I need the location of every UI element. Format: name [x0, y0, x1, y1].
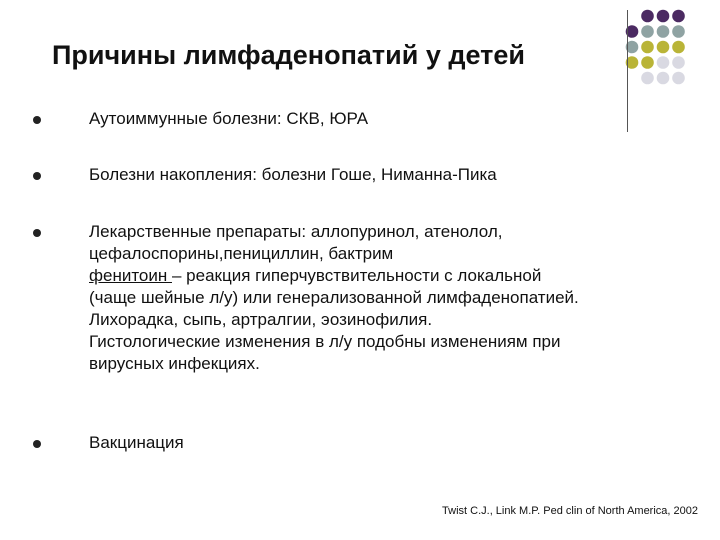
drugs-line-3-rest: – реакция гиперчувствительности с локальной	[171, 266, 542, 285]
phenytoin-term: фенитоин	[89, 266, 172, 285]
drugs-line-1: Лекарственные препараты: аллопуринол, атенолол,	[89, 222, 503, 241]
bullet-icon	[33, 440, 41, 448]
list-item-text: Болезни накопления: болезни Гоше, Ниманна-Пика	[89, 165, 497, 184]
decor-dot	[657, 56, 670, 69]
drugs-line-2: цефалоспорины,пенициллин, бактрим	[89, 244, 394, 263]
list-item-text: Вакцинация	[89, 433, 184, 452]
decor-dot	[672, 10, 685, 23]
decor-dot	[672, 56, 685, 69]
list-item-autoimmune	[89, 108, 689, 130]
decor-dot	[641, 41, 654, 54]
decor-dot	[641, 25, 654, 38]
slide-title: Причины лимфаденопатий у детей	[52, 40, 526, 70]
decor-dot	[672, 25, 685, 38]
decor-dot	[657, 25, 670, 38]
decor-dot	[672, 41, 685, 54]
decor-dot	[657, 41, 670, 54]
bullet-icon	[33, 116, 41, 124]
drugs-line-3	[89, 265, 689, 287]
decor-dot	[657, 10, 670, 23]
drugs-line-6: Гистологические изменения в л/у подобны изменениям при	[89, 332, 561, 351]
bullet-icon	[33, 229, 41, 237]
decor-dot	[641, 56, 654, 69]
list-item-vaccination	[89, 432, 689, 454]
drugs-line-7: вирусных инфекциях.	[89, 354, 260, 373]
drugs-line-5: Лихорадка, сыпь, артралгии, эозинофилия.	[89, 310, 433, 329]
drugs-line-4: (чаще шейные л/у) или генерализованной лимфаденопатией.	[89, 288, 579, 307]
list-item-text: Аутоиммунные болезни: СКВ, ЮРА	[89, 109, 369, 128]
decor-dot	[641, 72, 654, 85]
bullet-icon	[33, 172, 41, 180]
decor-dot	[672, 72, 685, 85]
citation: Twist C.J., Link M.P. Ped clin of North America, 2002	[442, 505, 698, 517]
decor-dot	[657, 72, 670, 85]
list-item-drugs	[89, 221, 689, 375]
decor-dot	[641, 10, 654, 23]
list-item-storage-diseases	[89, 164, 689, 186]
